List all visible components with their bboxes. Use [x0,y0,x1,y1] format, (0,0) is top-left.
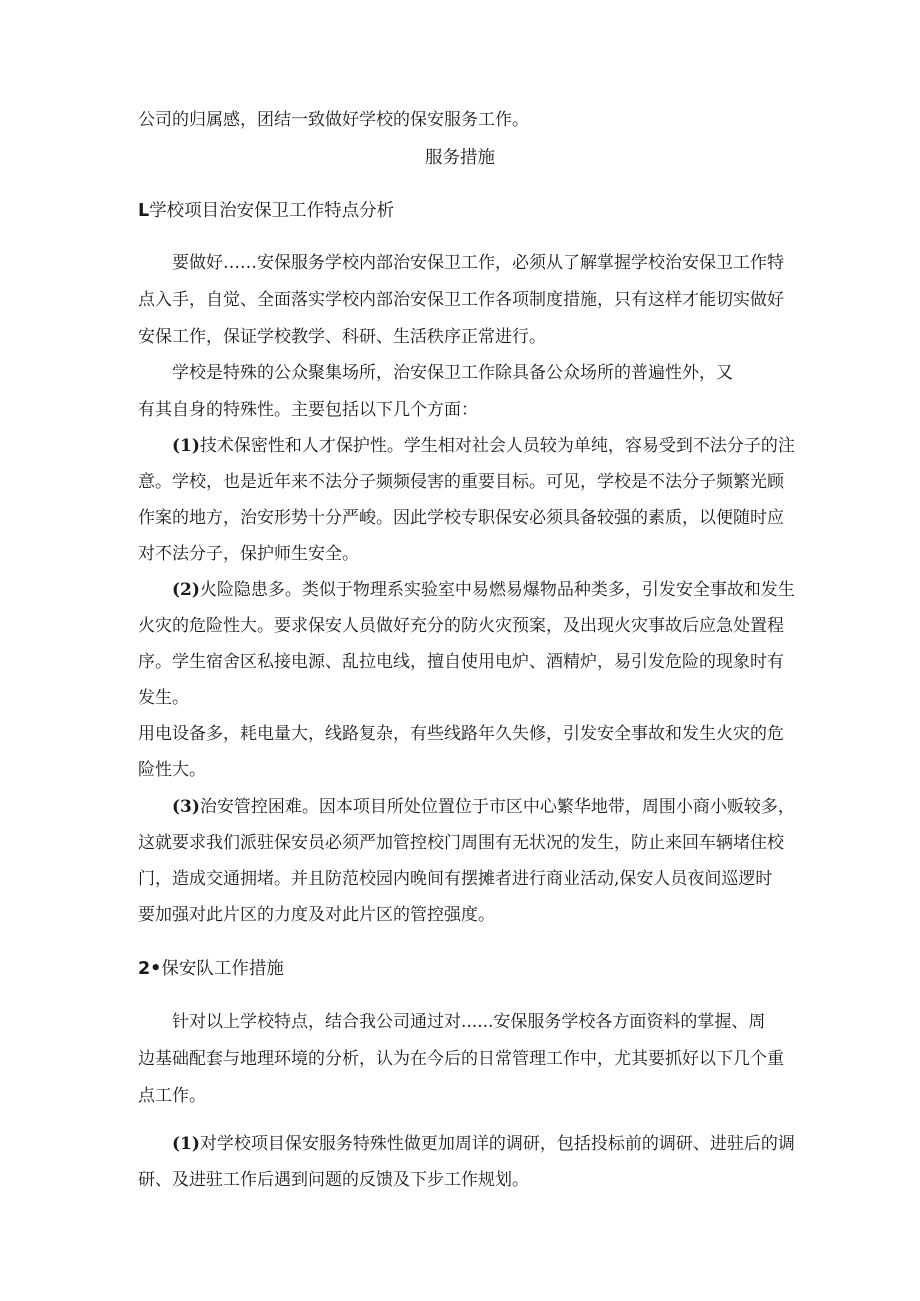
extra-paragraph-line-1: 用电设备多，耗电量大，线路复杂，有些线路年久失修，引发安全事故和发生火灾的危 [138,724,784,744]
item-1-line-2: 意。学校，也是近年来不法分子频频侵害的重要目标。可见，学校是不法分子频繁光顾 [138,472,784,492]
heading-1-number: L [138,201,150,221]
item-3-line-3: 门，造成交通拥堵。并且防范校园内晚间有摆摊者进行商业活动,保安人员夜间巡逻时 [138,869,773,889]
item-3-number: (3) [172,797,200,817]
item-2-first-text: 火险隐患多。类似于物理系实验室中易燃易爆物品种类多，引发安全事故和发生 [199,580,795,600]
item-1-line-3: 作案的地方，治安形势十分严峻。因此学校专职保安必须具备较强的素质，以便随时应 [138,508,784,528]
item-1-line-4: 对不法分子，保护师生安全。 [138,544,359,564]
item-3-line-2: 这就要求我们派驻保安员必须严加管控校门周围有无状况的发生，防止来回车辆堵住校 [138,833,784,853]
item-2-line-4: 发生。 [138,688,189,708]
section-title: 服务措施 [425,148,495,168]
item-4-line-2: 研、及进驻工作后遇到问题的反馈及下步工作规划。 [138,1170,529,1190]
paragraph-3-line-1: 针对以上学校特点，结合我公司通过对......安保服务学校各方面资料的掌握、周 [172,1012,766,1032]
extra-paragraph-line-2: 险性大。 [138,760,206,780]
item-1-number: (1) [172,436,200,456]
heading-2-text: 保安队工作措施 [161,959,284,979]
item-4-line-1 [172,1132,798,1156]
intro-tail-line: 公司的归属感，团结一致做好学校的保安服务工作。 [138,110,529,130]
heading-2 [138,957,798,981]
item-3-line-1 [172,795,798,819]
item-2-number: (2) [172,580,200,600]
item-3-line-4: 要加强对此片区的力度及对此片区的管控强度。 [138,905,495,925]
item-4-number: (1) [172,1134,200,1154]
heading-2-number: 2• [138,959,162,979]
heading-1-text: 学校项目治安保卫工作特点分析 [149,201,395,221]
item-2-line-2: 火灾的危险性大。要求保安人员做好充分的防火灾预案，及出现火灾事故后应急处置程 [138,616,784,636]
paragraph-2-line-2: 有其自身的特殊性。主要包括以下几个方面： [138,400,478,420]
item-1-first-text: 技术保密性和人才保护性。学生相对社会人员较为单纯，容易受到不法分子的注 [199,436,795,456]
item-1-line-1 [172,434,798,458]
item-2-line-3: 序。学生宿舍区私接电源、乱拉电线，擅自使用电炉、酒精炉，易引发危险的现象时有 [138,652,784,672]
paragraph-1-line-1: 要做好……安保服务学校内部治安保卫工作，必须从了解掌握学校治安保卫工作特 [172,253,784,273]
paragraph-2-line-1: 学校是特殊的公众聚集场所，治安保卫工作除具备公众场所的普遍性外，又 [172,363,733,383]
item-3-first-text: 治安管控困难。因本项目所处位置位于市区中心繁华地带，周围小商小贩较多， [199,797,795,817]
paragraph-3-line-3: 点工作。 [138,1086,206,1106]
paragraph-1-line-3: 安保工作，保证学校教学、科研、生活秩序正常进行。 [138,327,546,347]
item-4-first-text: 对学校项目保安服务特殊性做更加周详的调研，包括投标前的调研、进驻后的调 [199,1134,795,1154]
paragraph-3-line-2: 边基础配套与地理环境的分析，认为在今后的日常管理工作中，尤其要抓好以下几个重 [138,1049,784,1069]
heading-1 [138,199,798,223]
paragraph-1-line-2: 点入手，自觉、全面落实学校内部治安保卫工作各项制度措施，只有这样才能切实做好 [138,290,784,310]
item-2-line-1 [172,578,798,602]
